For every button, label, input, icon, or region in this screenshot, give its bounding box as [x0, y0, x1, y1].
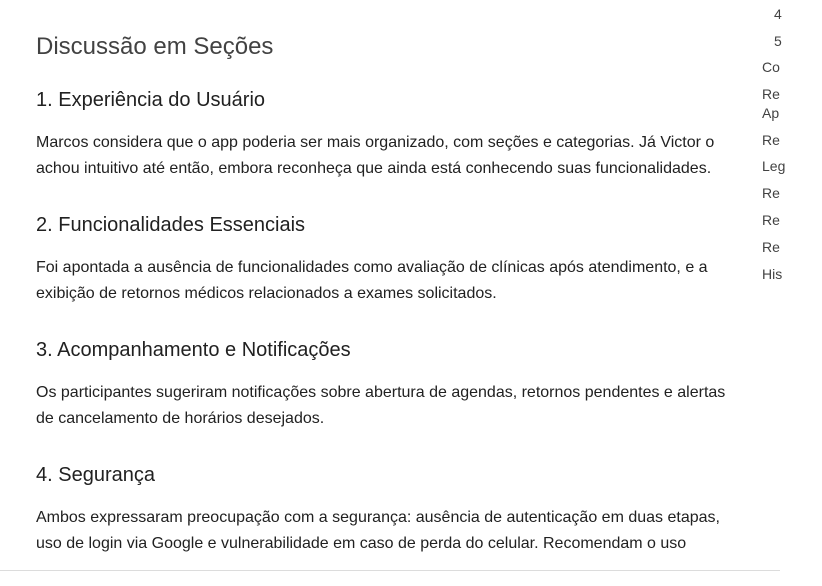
section-seguranca: [36, 461, 726, 556]
section-heading: 2. Funcionalidades Essenciais: [36, 214, 306, 236]
toc-item[interactable]: Co: [762, 59, 780, 75]
toc-item[interactable]: Re: [762, 212, 780, 228]
document-content: [36, 30, 726, 586]
section-funcionalidades: [36, 211, 726, 306]
section-experiencia: [36, 86, 726, 181]
section-paragraph: Ambos expressaram preocupação com a segurança: ausência de autenticação em duas etapas, uso de login via Google e vulnerabilidade em caso de perda do celular. Recomendam o uso: [36, 509, 720, 552]
toc-item[interactable]: 5: [774, 33, 782, 49]
section-acompanhamento: [36, 336, 726, 431]
section-paragraph: Os participantes sugeriram notificações sobre abertura de agendas, retornos pendentes e alertas de cancelamento de horários desejados.: [36, 384, 726, 427]
toc-item[interactable]: Re: [762, 239, 780, 255]
section-paragraph: Foi apontada a ausência de funcionalidades como avaliação de clínicas após atendimento, e a exibição de retornos médicos relacionados a exames solicitados.: [36, 259, 708, 302]
toc-item[interactable]: Leg: [762, 158, 786, 174]
section-paragraph: Marcos considera que o app poderia ser mais organizado, com seções e categorias. Já Victor o achou intuitivo até então, embora reconheça que ainda está conhecendo suas funcionalidades.: [36, 134, 715, 177]
section-heading: 4. Segurança: [36, 464, 155, 486]
section-heading: 1. Experiência do Usuário: [36, 89, 266, 111]
toc-item[interactable]: Re: [762, 86, 780, 102]
toc-item[interactable]: Ap: [762, 105, 780, 121]
section-heading: 3. Acompanhamento e Notificações: [36, 339, 351, 361]
toc-item[interactable]: Re: [762, 185, 780, 201]
toc-item[interactable]: Re: [762, 132, 780, 148]
page-title: Discussão em Seções: [36, 33, 274, 60]
toc-item[interactable]: His: [762, 266, 783, 282]
bottom-divider: [0, 570, 780, 571]
toc-item[interactable]: 4: [774, 6, 782, 22]
